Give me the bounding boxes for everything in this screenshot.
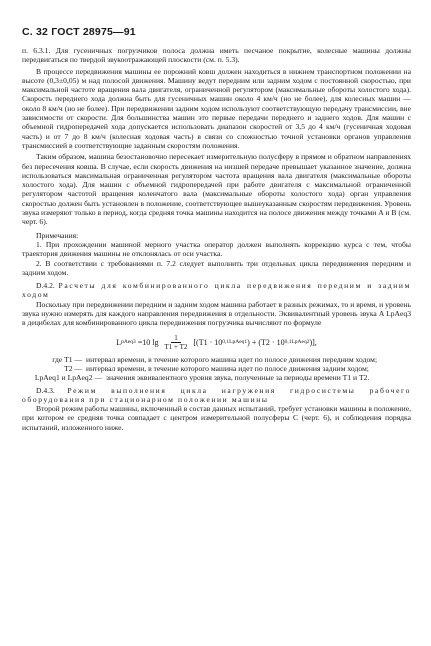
legend-text: интервал времени, в течение которого машина идет по полосе движения передним ходом; (86, 354, 378, 364)
formula (22, 334, 411, 351)
notes-title: Примечания: (36, 230, 79, 240)
formula-lhs: L (116, 337, 122, 347)
paragraph: Таким образом, машина безостановочно пересекает измерительную полусферу в прямом и обратном направлениях без пересечения ковша. В случае, если скорость движения на низшей передаче превышает указанное значение, должна использоваться максимальная ограниченная регулятором частота вращения вала двигателя (максимальные обороты холостого хода). Для машин с объемной гидропередачей при работе двигателя с максимальной ограниченной регулятором частотой вращения коленчатого вала (максимальные обороты холостого хода) орган управления скоростью должен быть установлен в положение, соответствующее вышеуказанным скоростям передвижения. Уровень звука измеряют только в период, когда средняя точка машины находится на полосе движения между точками A и B (см. черт. 6). (22, 152, 411, 227)
formula-mid: ) + (T2 · 10 (247, 337, 285, 347)
section-number: D.4.3. (36, 385, 55, 395)
formula-body: [(T1 · 10 (193, 337, 223, 347)
note-1: 1. При прохождении машиной мерного участка оператор должен выполнять коррекцию курса с тем, чтобы траектория движения машины не отклонялась от оси участка. (22, 239, 411, 259)
formula-legend (22, 355, 411, 383)
legend-label: где T1 — (52, 354, 82, 364)
formula-eq: =10 lg (137, 337, 159, 347)
section-title: Расчеты для комбинированного цикла передвижения передним и задним ходом (22, 281, 411, 300)
paragraph: п. 6.3.1. Для гусеничных погрузчиков полоса должна иметь песчаное покрытие, колесные машины должны передвигаться по твердой звукоотражающей плоскости (см. п. 5.3). (22, 46, 411, 65)
legend-text: значения эквивалентного уровня звука, полученные за периоды времени T1 и T2. (106, 373, 370, 383)
formula-exp2: 0,1LpAeq2 (284, 339, 310, 346)
section-number: D.4.2. (36, 281, 55, 291)
legend-text: интервал времени, в течение которого машина идет по полосе движения задним ходом; (86, 363, 369, 373)
section-title: Режим выполнения цикла нагружения гидросистемы рабочего оборудования при стационарном положении машины (22, 385, 411, 404)
formula-lhs-sub: pAeq3 (121, 339, 136, 346)
legend-row (22, 364, 411, 373)
page-header: С. 32 ГОСТ 28975—91 (22, 26, 136, 38)
note-2: 2. В соответствии с требованиями п. 7.2 следует выполнить три отдельных цикла передвижения передним и задним ходом. (22, 258, 411, 277)
section-heading (22, 386, 411, 405)
legend-row (22, 355, 411, 364)
paragraph: В процессе передвижения машины ее порожний ковш должен находиться в нижнем транспортном положении на высоте (0,3±0,05) м над полосой движения. Машину ведут передним или задним ходом с постоянной скоростью, при максимальной частоте вращения вала двигателя, ограниченной регулятором (максимальные обороты холостого хода). Скорость переднего хода должна быть для гусеничных машин около 4 км/ч (но не более), для колесных машин — около 8 км/ч (но не более). При передвижении задним ходом используют соответствующую передачу трансмиссии, вне зависимости от скорости. Для большинства машин это первые передачи переднего и заднего ходов. Для машин с объемной гидропередачей хода допускается использовать диапазон скоростей от 3,5 до 4 км/ч (гусеничная ходовая часть) и от 7 до 8 км/ч (колесная ходовая часть) в связи со сложностью точной установки органов управления трансмиссией в соответствующие заданным скоростям положения. (22, 66, 411, 150)
section-heading (22, 281, 411, 300)
legend-label: T2 — (64, 363, 82, 373)
paragraph: Поскольку при передвижении передним и задним ходом машина работает в разных режимах, то и время, и уровень звука нужно измерять для каждого направления передвижения в отдельности. Эквивалентный уровень звука A LpAeq3 в децибелах для комбинированного цикла передвижения погрузчика вычисляют по формуле (22, 299, 411, 328)
formula-end: )], (309, 337, 317, 347)
legend-row (22, 373, 411, 382)
paragraph: Второй режим работы машины, включенный в состав данных испытаний, требует установки машины в положение, при котором ее средняя точка совпадает с центром измерительной полусферы C (черт. 6), и соблюдения порядка испытаний, изложенного ниже. (22, 404, 411, 432)
formula-fraction (162, 334, 191, 351)
legend-label: LpAeq1 и LpAeq2 — (34, 373, 102, 383)
formula-exp1: 0,1LpAeq1 (222, 339, 248, 346)
fraction-denominator: T1 + T2 (164, 342, 188, 351)
fraction-numerator: 1 (171, 334, 181, 343)
